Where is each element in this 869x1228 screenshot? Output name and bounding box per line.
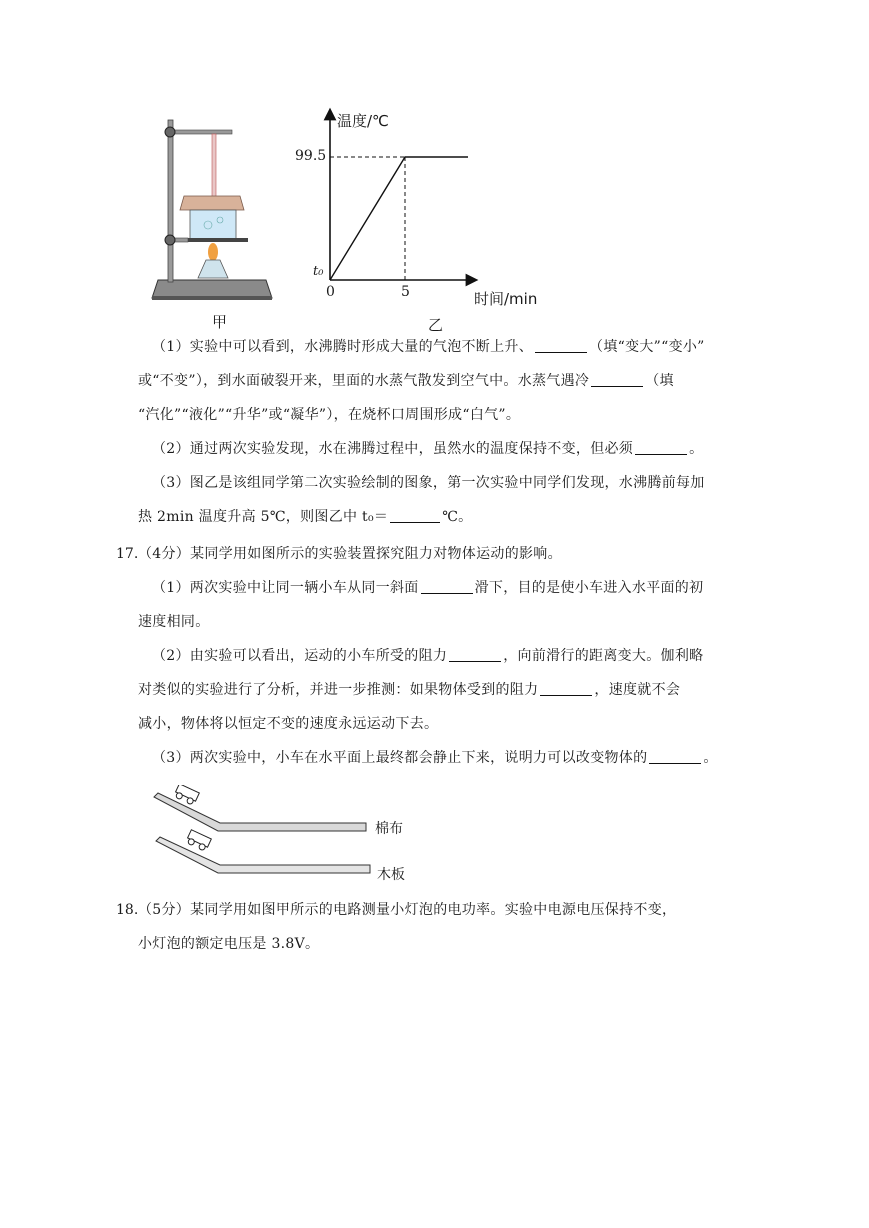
ramp-figure <box>150 785 380 880</box>
answer-blank[interactable] <box>390 508 440 523</box>
q18-number: 18. <box>116 902 139 918</box>
q17-body <box>138 537 738 775</box>
q17-part2-cont2: 减小，物体将以恒定不变的速度永远运动下去。 <box>138 716 439 732</box>
q16-part3: （3）图乙是该组同学第二次实验绘制的图象，第一次实验中同学们发现，水沸腾前每加 <box>152 475 705 491</box>
x-axis-label: 时间/min <box>474 290 538 308</box>
y-origin-label: t₀ <box>313 264 324 279</box>
q17-part3: （3）两次实验中，小车在水平面上最终都会静止下来，说明力可以改变物体的 。 <box>152 750 718 766</box>
q17-part1: （1）两次实验中让同一辆小车从同一斜面 滑下，目的是使小车进入水平面的初 <box>152 580 704 596</box>
caption-jia: 甲 <box>212 313 228 331</box>
y-tick-label: 99.5 <box>295 148 327 164</box>
answer-blank[interactable] <box>635 440 687 455</box>
q16-part2: （2）通过两次实验发现，水在沸腾过程中，虽然水的温度保持不变，但必须 。 <box>152 441 704 457</box>
label-cotton: 棉布 <box>375 821 403 837</box>
answer-blank[interactable] <box>535 338 587 353</box>
q16-part1-cont2: “汽化”“液化”“升华”或“凝华”），在烧杯口周围形成“白气”。 <box>138 407 521 423</box>
q16-part1-cont: 或“不变”），到水面破裂开来，里面的水蒸气散发到空气中。水蒸气遇冷 （填 <box>138 373 674 389</box>
q16-part3-cont: 热 2min 温度升高 5℃，则图乙中 t₀＝ ℃。 <box>138 509 473 525</box>
q16-part1: （1）实验中可以看到，水沸腾时形成大量的气泡不断上升、 （填“变大”“变小” <box>152 339 705 355</box>
answer-blank[interactable] <box>591 372 643 387</box>
q18-body <box>138 893 738 961</box>
caption-yi: 乙 <box>428 316 444 334</box>
y-axis-label: 温度/℃ <box>337 112 389 130</box>
q18-line2: 小灯泡的额定电压是 3.8V。 <box>138 936 320 952</box>
q16-body <box>138 330 738 534</box>
q17-part2: （2）由实验可以看出，运动的小车所受的阻力 ，向前滑行的距离变大。伽利略 <box>152 648 704 664</box>
q17-number: 17. <box>116 546 139 562</box>
answer-blank[interactable] <box>449 647 501 662</box>
q17-stem: （4分）某同学用如图所示的实验装置探究阻力对物体运动的影响。 <box>138 546 562 562</box>
answer-blank[interactable] <box>421 579 473 594</box>
label-wood: 木板 <box>377 867 405 883</box>
q17-part1-cont: 速度相同。 <box>138 614 210 630</box>
temperature-curve <box>330 157 468 280</box>
x-tick-label: 5 <box>401 284 410 300</box>
x-origin-label: 0 <box>326 284 335 300</box>
answer-blank[interactable] <box>540 681 592 696</box>
temperature-time-graph <box>300 104 550 309</box>
q17-part2-cont: 对类似的实验进行了分析，并进一步推测：如果物体受到的阻力 ，速度就不会 <box>138 682 681 698</box>
q18-line1: （5分）某同学用如图甲所示的电路测量小灯泡的电功率。实验中电源电压保持不变， <box>138 902 677 918</box>
answer-blank[interactable] <box>649 749 701 764</box>
apparatus-figure <box>148 110 278 305</box>
